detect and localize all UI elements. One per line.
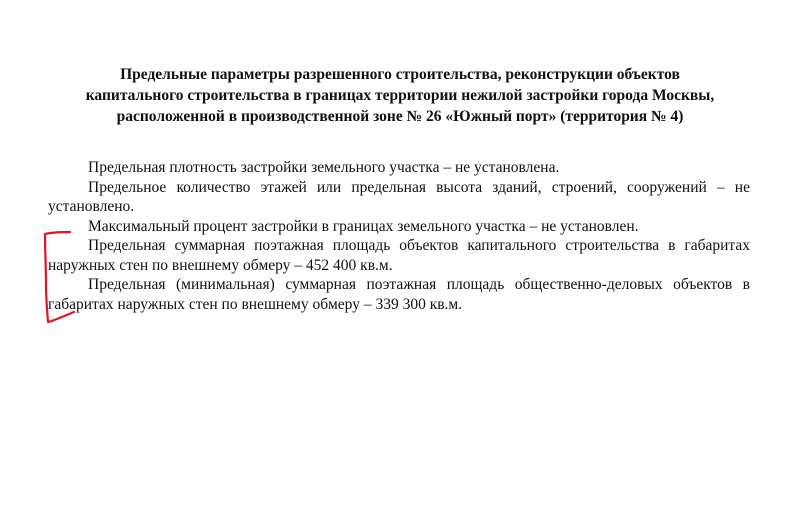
paragraph-min-area: Предельная (минимальная) суммарная поэтажная площадь общественно-деловых объектов в габаритах наружных стен по внешнему обмеру – 339 300 кв.м. [48, 276, 750, 313]
document-body [48, 158, 750, 314]
title-line: расположенной в производственной зоне № 26 «Южный порт» (территория № 4) [116, 108, 684, 125]
document-title [40, 64, 760, 127]
paragraph-density: Предельная плотность застройки земельного участка – не установлена. [88, 159, 560, 176]
paragraph-total-area: Предельная суммарная поэтажная площадь объектов капитального строительства в габаритах наружных стен по внешнему обмеру – 452 400 кв.м. [48, 237, 750, 274]
paragraph-floors: Предельное количество этажей или предельная высота зданий, строений, сооружений – не установлено. [48, 178, 750, 215]
title-line: Предельные параметры разрешенного строительства, реконструкции объектов [120, 66, 680, 83]
title-line: капитального строительства в границах территории нежилой застройки города Москвы, [85, 87, 715, 104]
paragraph-coverage: Максимальный процент застройки в границах земельного участка – не установлен. [88, 217, 639, 235]
